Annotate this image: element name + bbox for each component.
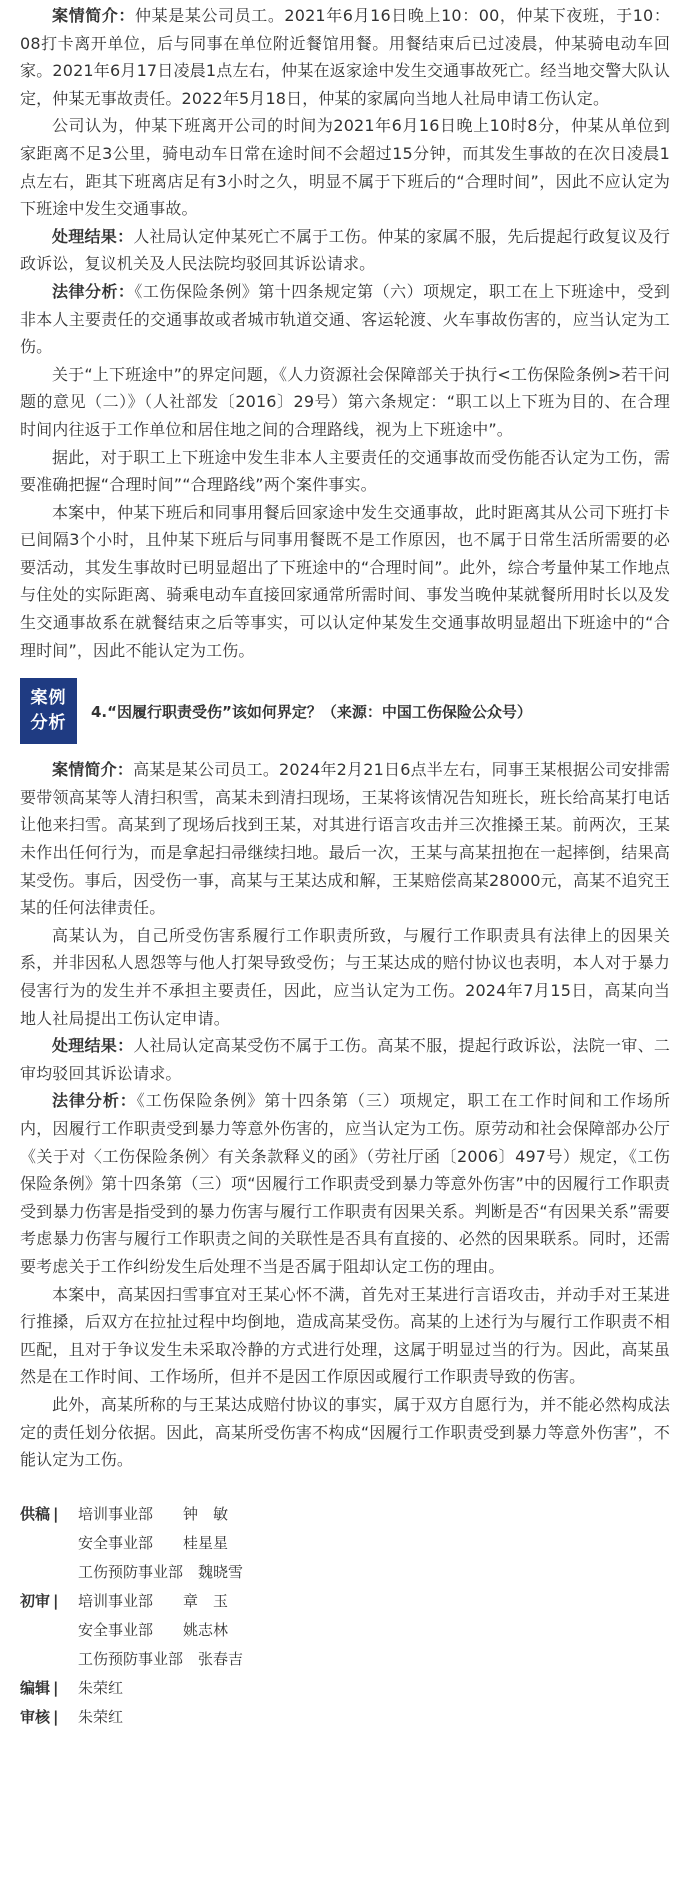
case3-result [20, 223, 670, 278]
credit-line: 培训事业部 章 玉 [78, 1591, 229, 1610]
case4-result-lead: 处理结果： [52, 1036, 134, 1056]
case3-intro [20, 2, 670, 112]
credit-label: 供稿 | [20, 1504, 59, 1523]
case4-conclusion: 此外，高某所称的与王某达成赔付协议的事实，属于双方自愿行为，并不能必然构成法定的责任划分依据。因此，高某所受伤害不构成“因履行工作职责受到暴力等意外伤害”，不能认定为工伤。 [20, 1394, 670, 1470]
case3-definition: 关于“上下班途中”的界定问题，《人力资源社会保障部关于执行<工伤保险条例>若干问题的意见（二）》（人社部发〔2016〕29号）第六条规定：“职工以上下班为目的、在合理时间内往返于工作单位和居住地之间的合理路线，视为上下班途中”。 [20, 364, 670, 439]
case4-intro-lead: 案情简介： [52, 760, 134, 780]
case4-law-text: 《工伤保险条例》第十四条第（三）项规定，职工在工作时间和工作场所内，因履行工作职责受到暴力等意外伤害的，应当认定为工伤。原劳动和社会保障部办公厅《关于对〈工伤保险条例〉有关条款释义的函》（劳社厅函〔2006〕497号）规定，《工伤保险条例》第十四条第（三）项“因履行工作职责受到暴力等意外伤害”中的因履行工作职责受到暴力伤害是指受到的暴力伤害与履行工作职责有因果关系。判断是否“有因果关系”需要考虑暴力伤害与履行工作职责之间的关联性是否具有直接的、必然的因果联系。同时，还需要考虑关于工作纠纷发生后处理不当是否属于阻却认定工伤的理由。 [20, 1091, 670, 1276]
case4-intro-text: 高某是某公司员工。2024年2月21日6点半左右，同事王某根据公司安排需要带领高某等人清扫积雪，高某未到清扫现场，王某将该情况告知班长，班长给高某打电话让他来扫雪。高某到了现场后找到王某，对其进行语言攻击并三次推搡王某。前两次，王某未作出任何行为，而是拿起扫帚继续扫地。最后一次，王某与高某扭抱在一起摔倒，结果高某受伤。事后，因受伤一事，高某与王某达成和解，王某赔偿高某28000元，高某不追究王某的任何法律责任。 [20, 760, 670, 918]
credit-line: 培训事业部 钟 敏 [78, 1504, 229, 1523]
case3-company-view: 公司认为，仲某下班离开公司的时间为2021年6月16日晚上10时8分，仲某从单位到家距离不足3公里，骑电动车日常在途时间不会超过15分钟，而其发生事故的在次日凌晨1点左右，距其下班离店足有3小时之久，明显不属于下班后的“合理时间”，因此不应认定为下班途中发生交通事故。 [20, 116, 670, 219]
credit-row-editor [20, 1674, 670, 1703]
case3-law-lead: 法律分析： [52, 281, 135, 301]
credit-row-reviewer [20, 1703, 670, 1732]
credit-line: 工伤预防事业部 张春吉 [78, 1649, 244, 1668]
credits [20, 1500, 670, 1732]
credit-names [78, 1500, 243, 1587]
case4-claimant-view: 高某认为，自己所受伤害系履行工作职责所致，与履行工作职责具有法律上的因果关系，并非因私人恩怨等与他人打架导致受伤；与王某达成的赔付协议也表明，本人对于暴力侵害行为的发生并不承担主要责任，因此，应当认定为工伤。2024年7月15日，高某向当地人社局提出工伤认定申请。 [20, 925, 670, 1028]
credit-line: 工伤预防事业部 魏晓雪 [78, 1562, 244, 1581]
credit-row-contributors [20, 1500, 670, 1587]
case3-result-lead: 处理结果： [52, 226, 134, 246]
case-analysis-badge [20, 678, 77, 744]
case4-law [20, 1087, 670, 1280]
article-body [20, 2, 670, 1732]
case4-law-lead: 法律分析： [52, 1091, 137, 1111]
case4-result [20, 1032, 670, 1087]
case4-analysis: 本案中，高某因扫雪事宜对王某心怀不满，首先对王某进行言语攻击，并动手对王某进行推搡，后双方在拉扯过程中均倒地，造成高某受伤。高某的上述行为与履行工作职责不相匹配，且对于争议发生未采取冷静的方式进行处理，这属于明显过当的行为。因此，高某虽然是在工作时间、工作场所，但并不是因工作原因或履行工作职责导致的伤害。 [20, 1284, 670, 1387]
credit-line: 朱荣红 [78, 1678, 124, 1697]
case3-analysis: 本案中，仲某下班后和同事用餐后回家途中发生交通事故，此时距离其从公司下班打卡已间隔3个小时，且仲某下班后与同事用餐既不是工作原因，也不属于日常生活所需要的必要活动，其发生事故时已明显超出了下班途中的“合理时间”。此外，综合考量仲某工作地点与住处的实际距离、骑乘电动车直接回家通常所需时间、事发当晚仲某就餐所用时长以及发生交通事故系在就餐结束之后等事实，可以认定仲某发生交通事故明显超出下班途中的“合理时间”，因此不能认定为工伤。 [20, 502, 670, 660]
credit-line: 朱荣红 [78, 1707, 124, 1726]
case3-intro-text: 仲某是某公司员工。2021年6月16日晚上10：00，仲某下夜班，于10：08打卡离开单位，后与同事在单位附近餐馆用餐。用餐结束后已过凌晨，仲某骑电动车回家。2021年6月17日凌晨1点左右，仲某在返家途中发生交通事故死亡。经当地交警大队认定，仲某无事故责任。2022年5月18日，仲某的家属向当地人社局申请工伤认定。 [20, 6, 670, 108]
credit-row-first-review [20, 1587, 670, 1674]
credit-line: 安全事业部 桂星星 [78, 1533, 229, 1552]
credit-label: 初审 | [20, 1591, 59, 1610]
credit-names [78, 1703, 123, 1732]
case4-result-text: 人社局认定高某受伤不属于工伤。高某不服，提起行政诉讼，法院一审、二审均驳回其诉讼请求。 [20, 1036, 670, 1083]
case3-basis: 据此，对于职工上下班途中发生非本人主要责任的交通事故而受伤能否认定为工伤，需要准确把握“合理时间”“合理路线”两个案件事实。 [20, 447, 670, 495]
case4-intro [20, 756, 670, 922]
credit-names [78, 1587, 243, 1674]
credit-line: 安全事业部 姚志林 [78, 1620, 229, 1639]
case3-law-text: 《工伤保险条例》第十四条规定第（六）项规定，职工在上下班途中，受到非本人主要责任的交通事故或者城市轨道交通、客运轮渡、火车事故伤害的，应当认定为工伤。 [20, 281, 670, 357]
case-badge-line2: 分析 [30, 713, 67, 734]
case-badge-line1: 案例 [30, 688, 67, 709]
case4-title: 4.“因履行职责受伤”该如何界定？（来源：中国工伤保险公众号） [91, 702, 532, 721]
case3-result-text: 人社局认定仲某死亡不属于工伤。仲某的家属不服，先后提起行政复议及行政诉讼，复议机关及人民法院均驳回其诉讼请求。 [20, 226, 670, 274]
credit-label: 审核 | [20, 1707, 59, 1726]
case4-header [20, 678, 670, 744]
case3-law [20, 278, 670, 361]
case3-intro-lead: 案情简介： [52, 6, 136, 25]
credit-label: 编辑 | [20, 1678, 59, 1697]
credit-names [78, 1674, 123, 1703]
